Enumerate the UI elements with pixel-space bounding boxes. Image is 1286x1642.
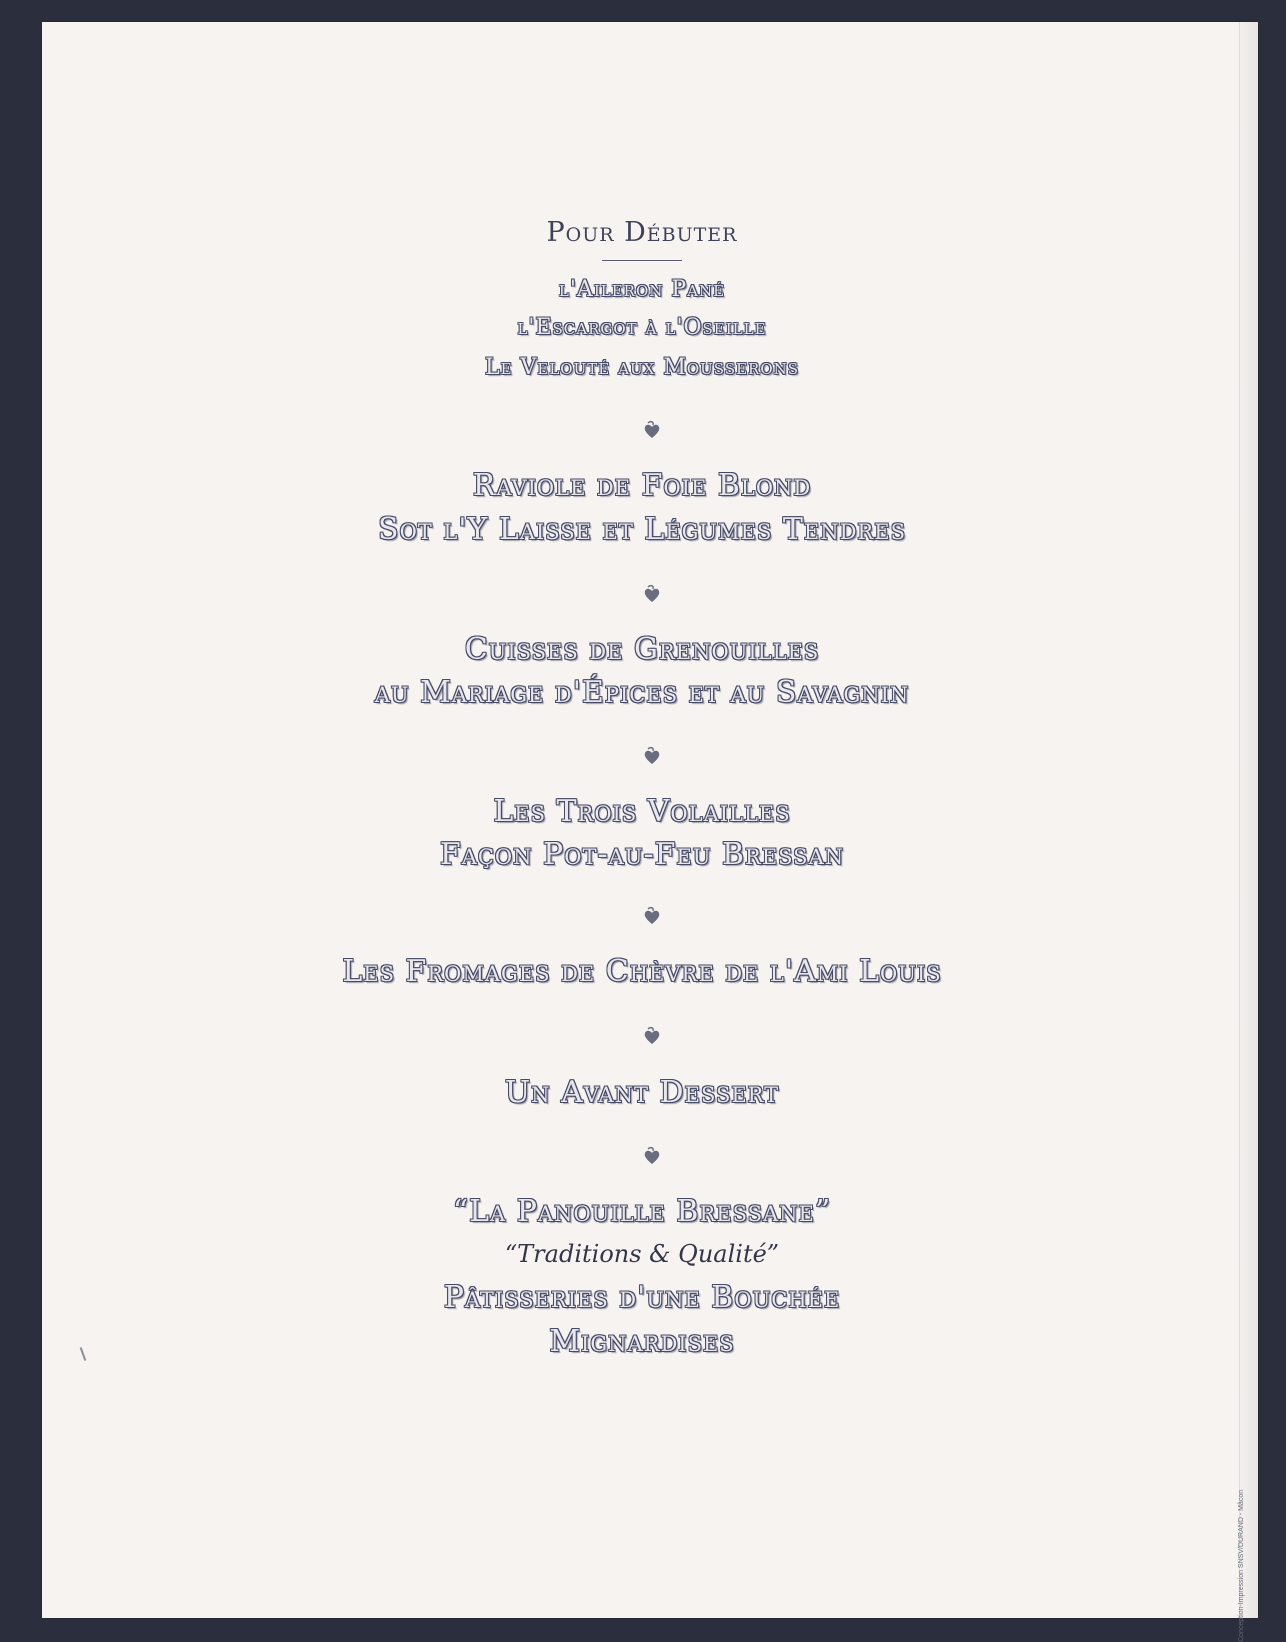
intro-item: Le Velouté aux Mousserons [484, 355, 800, 380]
dessert-title: “La Panouille Bressane” [452, 1194, 832, 1229]
course-line: Cuisses de Grenouilles [464, 632, 820, 667]
intro-item: l'Aileron Pané [558, 277, 726, 302]
course-line: au Mariage d'Épices et au Savagnin [374, 675, 910, 710]
dessert-subtitle: “Traditions & Qualité” [504, 1240, 780, 1268]
course-line: Les Fromages de Chèvre de l'Ami Louis [342, 954, 942, 989]
course-line: Façon Pot-au-Feu Bressan [439, 837, 845, 872]
course-line: Sot l'Y Laisse et Légumes Tendres [378, 512, 906, 547]
intro-item: l'Escargot à l'Oseille [517, 315, 767, 340]
dessert-line: Mignardises [549, 1324, 735, 1359]
heart-fleuron-icon [642, 420, 662, 440]
heading-rule [602, 260, 682, 261]
heart-fleuron-icon [642, 1146, 662, 1166]
heart-fleuron-icon [642, 1026, 662, 1046]
course-line: Raviole de Foie Blond [472, 468, 812, 503]
printer-imprint [1238, 1442, 1246, 1642]
course-line: Les Trois Volailles [493, 794, 791, 829]
heart-fleuron-icon [642, 906, 662, 926]
course-line: Un Avant Dessert [504, 1075, 780, 1110]
heart-fleuron-icon [642, 746, 662, 766]
dessert-line: Pâtisseries d'une Bouchée [443, 1280, 841, 1315]
menu-card [42, 22, 1258, 1642]
printer-imprint-text: Conception-Impression SNSV/DURAND - Mâcon [1238, 1489, 1245, 1642]
intro-heading: Pour Débuter [546, 217, 738, 248]
heart-fleuron-icon [642, 584, 662, 604]
